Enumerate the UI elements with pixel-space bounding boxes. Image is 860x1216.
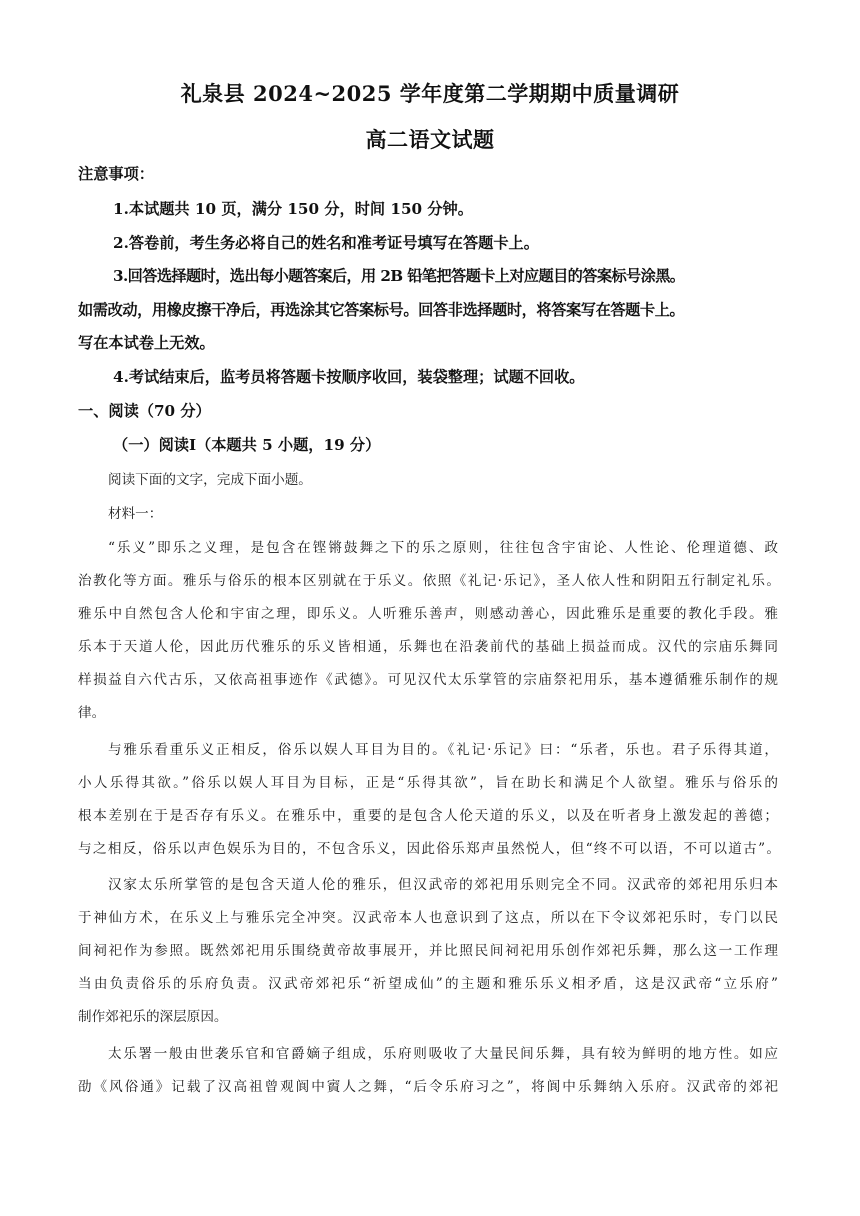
- passage-line: 劭《风俗通》记载了汉高祖曾观阆中賨人之舞，“后令乐府习之”，将阆中乐舞纳入乐府。汉武帝的郊祀: [78, 1079, 778, 1095]
- notice-item-1: 1.本试题共 10 页，满分 150 分，时间 150 分钟。: [113, 200, 473, 218]
- passage-line: 汉家太乐所掌管的是包含天道人伦的雅乐，但汉武帝的郊祀用乐则完全不同。汉武帝的郊祀用乐归本: [108, 877, 778, 893]
- passage-line: “乐义”即乐之义理，是包含在铿锵鼓舞之下的乐之原则，往往包含宇宙论、人性论、伦理道德、政: [108, 540, 778, 556]
- section-heading: 一、阅读（70 分）: [78, 402, 211, 420]
- passage-line: 太乐署一般由世袭乐官和官爵嫡子组成，乐府则吸收了大量民间乐舞，具有较为鲜明的地方性。如应: [108, 1046, 778, 1062]
- passage-line: 样损益自六代古乐，又依高祖事迹作《武德》。可见汉代太乐掌管的宗庙祭祀用乐，基本遵循雅乐制作的规: [78, 672, 778, 688]
- passage-line: 雅乐中自然包含人伦和宇宙之理，即乐义。人听雅乐善声，则感动善心，因此雅乐是重要的教化手段。雅: [78, 606, 778, 622]
- passage-line: 律。: [78, 705, 106, 721]
- passage-line: 制作郊祀乐的深层原因。: [78, 1009, 228, 1025]
- notice-item-2: 2.答卷前，考生务必将自己的姓名和准考证号填写在答题卡上。: [113, 234, 539, 252]
- exam-title: 礼泉县 2024~2025 学年度第二学期期中质量调研: [180, 81, 680, 106]
- notice-item-3-line-2: 如需改动，用橡皮擦干净后，再选涂其它答案标号。回答非选择题时，将答案写在答题卡上。: [78, 301, 685, 319]
- notice-item-4: 4.考试结束后，监考员将答题卡按顺序收回，装袋整理；试题不回收。: [113, 368, 585, 386]
- passage-line: 间祠祀作为参照。既然郊祀用乐围绕黄帝故事展开，并比照民间祠祀用乐创作郊祀乐舞，那么这一工作理: [78, 943, 778, 959]
- notice-item-3-line-3: 写在本试卷上无效。: [78, 334, 215, 352]
- passage-line: 当由负责俗乐的乐府负责。汉武帝郊祀乐“祈望成仙”的主题和雅乐乐义相矛盾，这是汉武帝“立乐府”: [78, 976, 778, 992]
- passage-line: 根本差别在于是否存有乐义。在雅乐中，重要的是包含人伦天道的乐义，以及在听者身上激发起的善德；: [78, 808, 778, 824]
- passage-line: 治教化等方面。雅乐与俗乐的根本区别就在于乐义。依照《礼记·乐记》，圣人依人性和阴阳五行制定礼乐。: [78, 573, 780, 589]
- passage-line: 与之相反，俗乐以声色娱乐为目的，不包含乐义，因此俗乐郑声虽然悦人，但“终不可以语，不可以道古”。: [78, 841, 780, 857]
- passage-line: 与雅乐看重乐义正相反，俗乐以娱人耳目为目的。《礼记·乐记》曰：“乐者，乐也。君子乐得其道，: [108, 742, 778, 758]
- subsection-heading: （一）阅读Ⅰ（本题共 5 小题，19 分）: [113, 436, 381, 454]
- exam-subtitle: 高二语文试题: [365, 127, 495, 152]
- notice-heading: 注意事项：: [78, 165, 154, 183]
- passage-line: 小人乐得其欲。”俗乐以娱人耳目为目标，正是“乐得其欲”，旨在助长和满足个人欲望。雅乐与俗乐的: [78, 775, 778, 791]
- passage-line: 乐本于天道人伦，因此历代雅乐的乐义皆相通，乐舞也在沿袭前代的基础上损益而成。汉代的宗庙乐舞同: [78, 639, 778, 655]
- reading-instruction: 阅读下面的文字，完成下面小题。: [108, 472, 312, 488]
- material-label: 材料一：: [108, 506, 163, 522]
- passage-line: 于神仙方术，在乐义上与雅乐完全冲突。汉武帝本人也意识到了这点，所以在下令议郊祀乐时，专门以民: [78, 910, 778, 926]
- notice-item-3-line-1: 3.回答选择题时，选出每小题答案后，用 2B 铅笔把答题卡上对应题目的答案标号涂黑。: [113, 267, 685, 285]
